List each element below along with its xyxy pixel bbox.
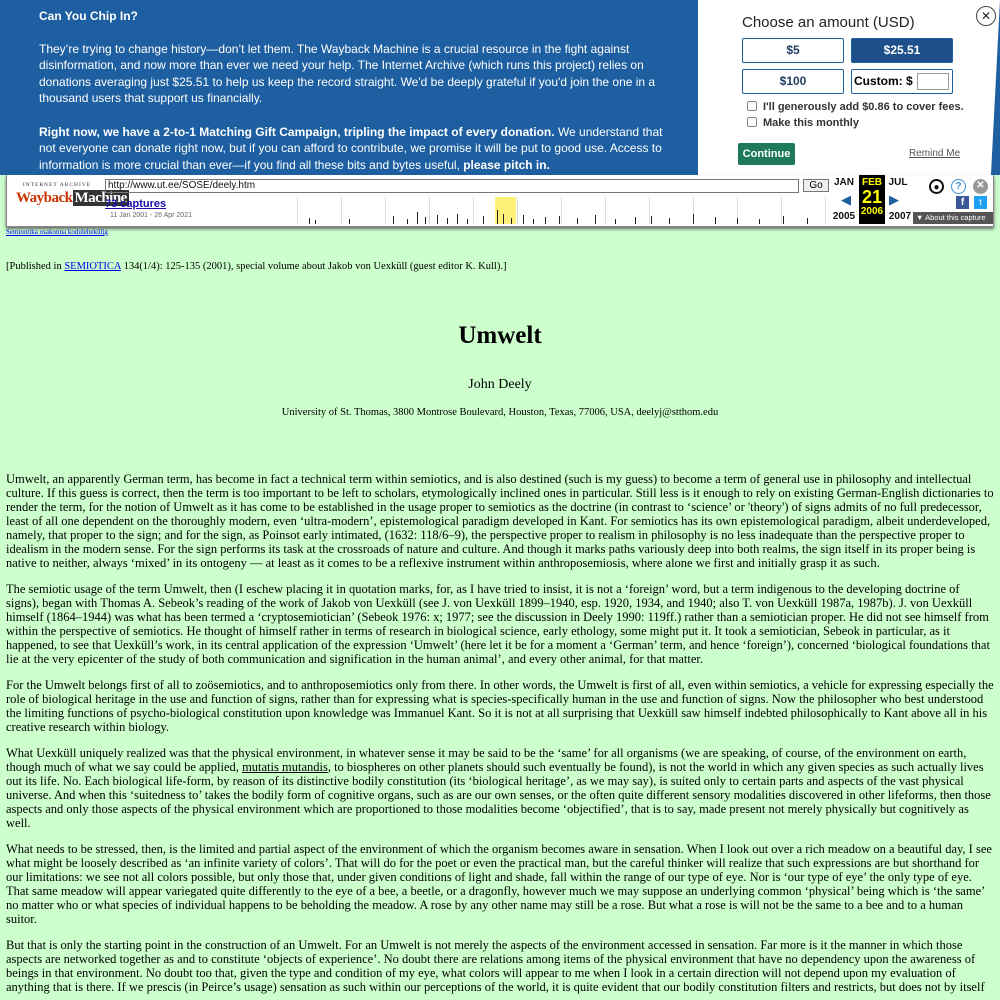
capture-tick	[595, 215, 596, 224]
pub-suffix: 134(1/4): 125-135 (2001), special volume about Jakob von Uexküll (guest editor K. Kull).]	[120, 261, 507, 272]
current-day: 21	[861, 187, 883, 207]
capture-tick	[467, 219, 468, 224]
next-year[interactable]: 2007	[888, 211, 912, 222]
capture-tick	[437, 215, 438, 224]
custom-amount-input[interactable]	[917, 73, 949, 90]
capture-tick	[497, 210, 498, 224]
paragraph: What needs to be stressed, then, is the limited and partial aspect of the environment of which the organism becomes aware in sensation. When I look out over a rich meadow on a beautiful day, I see what might be loosely described as ‘an infinite variety of colors’. That will do for the poet or even the practical man, but the careful thinker will realize that such expressions are but shorthand for our limitations: we see not all colors possible, but only those that, under given conditions of light and shade, fall within the range of our type of eye. Nor is ‘our type of eye’ the only type of eye. That same meadow will appear variegated quite differently to the eye of a bee, a beetle, or a dragonfly, however much we may suppose an underlying common ‘physical’ being which is ‘the same’ no matter who or what species of individual happens to be beholding the meadow. A rose by any other name may still be a rose. But what a rose is will not be the same to a bee and to a human suitor.	[6, 842, 992, 926]
capture-sparkline[interactable]	[297, 197, 827, 224]
url-input[interactable]: http://www.ut.ee/SOSE/deely.htm	[105, 179, 799, 193]
capture-tick	[615, 219, 616, 224]
year-separator	[517, 197, 518, 224]
capture-range: 11 Jan 2001 - 26 Apr 2021	[110, 212, 192, 219]
year-separator	[781, 197, 782, 224]
year-separator	[297, 197, 298, 224]
capture-tick	[315, 220, 316, 224]
semiotica-link[interactable]: SEMIOTICA	[64, 261, 121, 272]
capture-tick	[715, 217, 716, 224]
next-month[interactable]: JUL	[888, 177, 908, 188]
help-icon[interactable]: ?	[951, 179, 966, 194]
logo-internet-archive: INTERNET ARCHIVE	[22, 182, 92, 188]
monthly-label: Make this monthly	[763, 117, 859, 129]
pitch-in-text: please pitch in.	[463, 157, 550, 172]
publication-note	[6, 261, 506, 272]
monthly-checkbox[interactable]	[747, 117, 859, 129]
capture-tick	[523, 215, 524, 224]
capture-tick	[533, 219, 534, 224]
capture-tick	[577, 218, 578, 224]
donation-banner	[0, 0, 1000, 175]
page-title: Umwelt	[458, 322, 542, 349]
capture-tick	[393, 216, 394, 224]
capture-tick	[737, 218, 738, 224]
year-separator	[429, 197, 430, 224]
capture-tick	[417, 212, 418, 224]
capture-tick	[483, 216, 484, 224]
capture-tick	[693, 214, 694, 224]
checkbox-box[interactable]	[747, 117, 757, 127]
capture-tick	[669, 218, 670, 224]
capture-tick	[425, 217, 426, 224]
close-icon[interactable]: ✕	[973, 179, 988, 194]
logo-wordmark	[16, 190, 127, 207]
mutatis-mutandis-link[interactable]: mutatis mutandis	[242, 760, 328, 774]
year-separator	[825, 197, 826, 224]
author-affiliation: University of St. Thomas, 3800 Montrose Boulevard, Houston, Texas, 77006, USA, deelyj@stthom.edu	[281, 407, 719, 418]
logo-machine: Machine	[74, 190, 127, 206]
donation-paragraph-1: They’re trying to change history—don’t let them. The Wayback Machine is a crucial resource in the fight against disinformation, and now more than ever we need your help. The Internet Archive (which runs this project) relies on donations averaging just $25.51 to help us keep the record straight. We'd be deeply grateful if you'd join the one in a thousand users that support us financially.	[39, 41, 656, 105]
year-separator	[605, 197, 606, 224]
wayback-toolbar	[6, 175, 994, 227]
author-name: John Deely	[468, 377, 532, 392]
year-separator	[385, 197, 386, 224]
capture-tick	[309, 218, 310, 224]
prev-year[interactable]: 2005	[832, 211, 856, 222]
donation-paragraph-2	[39, 124, 679, 174]
user-icon[interactable]: ●	[929, 179, 944, 194]
donation-message	[39, 8, 679, 175]
capture-tick	[635, 217, 636, 224]
prev-arrow-icon[interactable]: ◀	[841, 192, 851, 207]
capture-tick	[807, 218, 808, 224]
paragraph: The semiotic usage of the term Umwelt, then (I eschew placing it in quotation marks, for, as I have tried to insist, it is not a ‘foreign’ word, but a term indigenous to the developing doctrine of signs), began with Thomas A. Sebeok’s reading of the work of Jakob von Uexküll (see J. von Uexküll 1899–1940, esp. 1920, 1934, and 1940; also T. von Uexküll 1987a, 1987b). J. von Uexküll himself (1864–1944) was what has been termed a ‘cryptosemiotician’ (Sebeok 1976: x; 1977; see the discussion in Deely 1990: 119ff.) rather than a semiotician proper. He did not see himself from within the perspective of semiotics. He thought of himself rather in terms of research in biological science, early ethology, some might put it. It took a semiotician, Sebeok in particular, as it happened, to see that Uexküll’s work, in its central application of the expression ‘Umwelt’ (here let it be for a moment a ‘German’ term, and hence ‘foreign’), concerned ‘biological foundations that lie at the very epicenter of the study of both communication and signification in the human animal’, and every other animal, for that matter.	[6, 582, 990, 666]
amount-5-button[interactable]: $5	[742, 38, 844, 63]
donation-body-text: We understand that not everyone can donate right now, but if you can afford to contribute, we promise it will be put to good use. Access to information is more crucial than ever—if you find all these bits and bytes useful,	[39, 124, 663, 172]
capture-tick	[447, 218, 448, 224]
wayback-logo[interactable]	[16, 182, 127, 207]
year-separator	[649, 197, 650, 224]
current-month: FEB	[862, 177, 882, 188]
capture-tick	[545, 217, 546, 224]
facebook-icon[interactable]: f	[956, 196, 969, 209]
pub-prefix: [Published in	[6, 261, 65, 272]
prev-month[interactable]: JAN	[833, 177, 854, 188]
capture-tick	[559, 216, 560, 224]
next-arrow-icon[interactable]: ▶	[889, 192, 899, 207]
paragraph: But that is only the starting point in the construction of an Umwelt. For an Umwelt is not merely the aspects of the environment accessed in sensation. Far more is it the manner in which those aspects are networked together as and to constitute ‘objects of experience’. No doubt there are relations among items of the physical environment that have no dependency upon the awareness of beings in that environment. No doubt too that, given the type and condition of my eye, what colors will appear to me when I look in a certain direction will not depend upon my evaluation of anything that is there. If we prescis (in Peirce’s usage) sensation as such within our perceptions of the world, it is quite evident that our bodily constitution filters and restricts, but does not by itself	[6, 938, 985, 994]
captures-link[interactable]: 73 captures	[105, 198, 167, 210]
amount-25-51-button[interactable]: $25.51	[851, 38, 953, 63]
site-home-link[interactable]: Semiootika osakonna koduleheküljg	[6, 228, 108, 236]
capture-tick	[759, 219, 760, 224]
twitter-icon[interactable]: t	[974, 196, 987, 209]
capture-tick	[511, 218, 512, 224]
about-capture-button[interactable]	[913, 212, 993, 224]
donation-heading: Can You Chip In?	[39, 9, 138, 23]
logo-way: Wayback	[16, 190, 73, 206]
custom-amount-button[interactable]	[851, 69, 953, 94]
paragraph: For the Umwelt belongs first of all to zoösemiotics, and to anthroposemiotics only from there. In other words, the Umwelt is first of all, even within semiotics, a vehicle for expressing especially the role of biological heritage in the use and function of signs, rather than for expressing what is species-specifically human in the use and function of signs. Now the philosopher who best understood the limiting functions of psycho-biological constitution upon knowledge was Immanuel Kant. So it is not at all surprising that Uexküll saw himself indebted philosophically to Kant above all in his creative research within biology.	[6, 678, 994, 734]
paragraph-text: , to biospheres on other planets should such eventually be found), is not the world in which any given species as such actually lives out its life. No. Each biological life-form, by reason of its distinctive bodily constitution (its ‘biological heritage’, as we may say), is suited only to certain parts and aspects of the vast physical universe. And when this ‘suitedness to’ takes the bodily form of cognitive organs, such as are our own senses, or the often quite different sensory modalities discovered in other lifeforms, then those aspects and only those aspects of the physical environment which are proportioned to those modalities become ‘objectified’, that is to say, made present not merely physically but cognitively as well.	[6, 760, 991, 830]
current-capture-date	[859, 175, 885, 224]
custom-amount-label: Custom: $	[854, 74, 913, 88]
year-separator	[473, 197, 474, 224]
article-body	[6, 472, 994, 1000]
paragraph-text: What Uexküll uniquely realized was that the physical environment, in whatever sense it may be said to be the ‘same’ for all organisms (we are speaking, of course, of the environment on earth, though much of what we say could be applied,	[6, 746, 967, 774]
current-year: 2006	[860, 206, 884, 217]
cover-fees-checkbox[interactable]	[747, 101, 964, 113]
matching-gift-text: Right now, we have a 2-to-1 Matching Gift Campaign, tripling the impact of every donation.	[39, 124, 555, 139]
checkbox-box[interactable]	[747, 101, 757, 111]
year-separator	[561, 197, 562, 224]
capture-tick	[407, 219, 408, 224]
continue-button[interactable]: Continue	[738, 143, 795, 165]
capture-tick	[651, 216, 652, 224]
remind-me-link[interactable]: Remind Me	[909, 148, 961, 159]
chevron-down-icon: ▼	[916, 213, 926, 222]
amount-100-button[interactable]: $100	[742, 69, 844, 94]
close-banner-icon[interactable]: ✕	[976, 6, 996, 26]
cover-fees-label: I'll generously add $0.86 to cover fees.	[763, 101, 964, 113]
capture-tick	[783, 216, 784, 224]
go-button[interactable]: Go	[803, 179, 829, 192]
about-capture-label: About this capture	[925, 213, 986, 222]
paragraph	[6, 746, 994, 830]
capture-tick	[349, 219, 350, 224]
sparkline-highlight	[495, 197, 516, 224]
capture-tick	[457, 214, 458, 224]
paragraph: Umwelt, an apparently German term, has become in fact a technical term within semiotics, and is also destined (such is my guess) to become a term of general use in philosophy and intellectual culture. If this guess is correct, then the term is too important to be left to scholars, etymologically inclined ones in particular. Still less is it enough to rely on existing German-English dictionaries to render the term, for the notion of Umwelt as it has come to be established in the usage proper to semiotics as the doctrine (in contrast to ‘science’ or 'theory') of signs admits of no full predecessor, least of all one dependent on the thoroughly modern, even ‘ultra-modern’, epistemological paradigm developed in Kant. For semiotics has its own epistemological paradigm, albeit underdeveloped, namely, that proper to the sign; and for the sign, as Poinsot early intimated, (1632: 118/6–9), the perspective proper to realism in philosophy is no less inadequate than the perspective proper to idealism in the modern sense. For the sign performs its task at the crossroads of nature and culture. And though it marks paths variously deep into both realms, the sign itself in its proper being is native to neither, always ‘mixed’ in its ontogeny — at least as it comes to be a reflexive instrument within anthroposemiosis, where alone we first and initially grasp it as such.	[6, 472, 994, 570]
year-separator	[341, 197, 342, 224]
choose-amount-label: Choose an amount (USD)	[742, 14, 915, 31]
capture-tick	[503, 214, 504, 224]
